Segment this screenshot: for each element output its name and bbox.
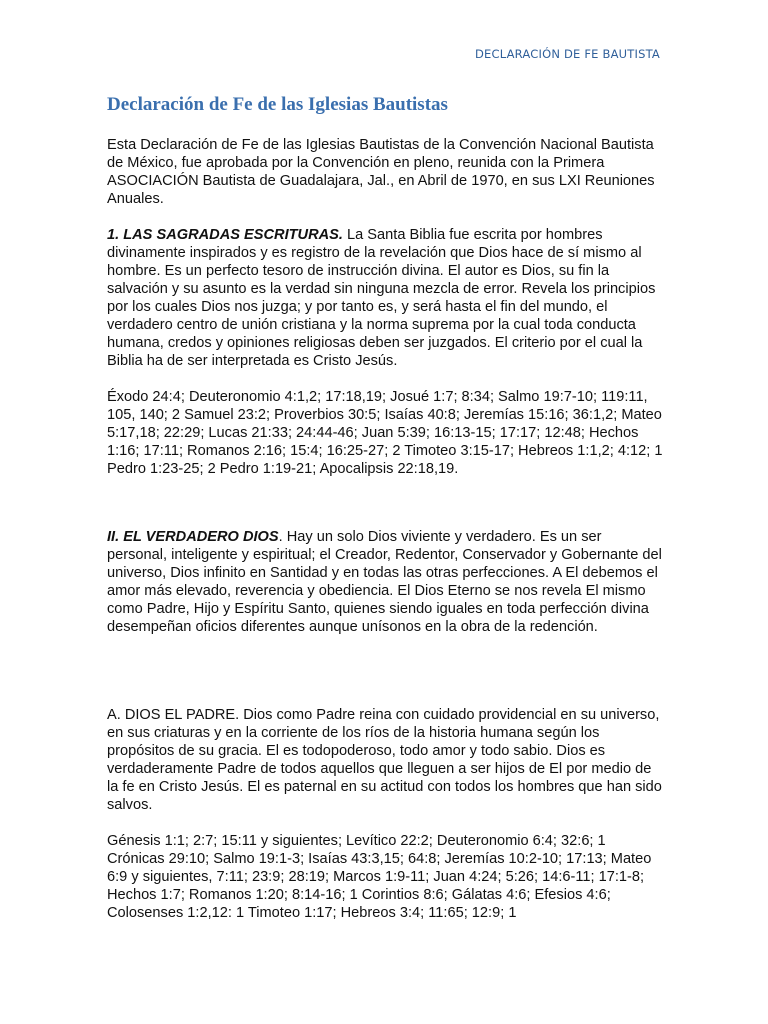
section-2-heading: II. EL VERDADERO DIOS (107, 529, 279, 545)
document-body-part3 (107, 706, 663, 940)
section-1-paragraph (107, 226, 663, 370)
document-body-part1 (107, 136, 663, 496)
intro-paragraph: Esta Declaración de Fe de las Iglesias Bautistas de la Convención Nacional Bautista de México, fue aprobada por la Convención en pleno, reunida con la Primera ASOCIACIÓN Bautista de Guadalajara, Jal., en Abril de 1970, en sus LXI Reuniones Anuales. (107, 137, 655, 207)
section-a-paragraph: A. DIOS EL PADRE. Dios como Padre reina con cuidado providencial en su universo, en sus criaturas y en la corriente de los ríos de la historia humana según los propósitos de su gracia. El es todopoderoso, todo amor y todo sabio. Dios es verdaderamente Padre de todos aquellos que lleguen a ser hijos de El por medio de la fe en Cristo Jesús. El es paternal en su actitud con todos los hombres que han sido salvos. (107, 707, 662, 813)
section-2-paragraph (107, 528, 663, 636)
section-a-references: Génesis 1:1; 2:7; 15:11 y siguientes; Levítico 22:2; Deuteronomio 6:4; 32:6; 1 Crónicas 29:10; Salmo 19:1-3; Isaías 43:3,15; 64:8; Jeremías 10:2-10; 17:13; Mateo 6:9 y siguientes, 7:11; 23:9; 28:19; Marcos 1:9-11; Juan 4:24; 5:26; 14:6-11; 17:1-8; Hechos 1:7; Romanos 1:20; 8:14-16; 1 Corintios 8:6; Gálatas 4:6; Efesios 4:6; Colosenses 1:2,12: 1 Timoteo 1:17; Hebreos 3:4; 11:65; 12:9; 1 (107, 833, 652, 921)
section-2-text: . Hay un solo Dios viviente y verdadero. Es un ser personal, inteligente y espiritual; el Creador, Redentor, Conservador y Gobernante del universo, Dios infinito en Santidad y en todas las otras perfecciones. A El debemos el amor más elevado, reverencia y obediencia. El Dios Eterno se nos revela El mismo como Padre, Hijo y Espíritu Santo, quienes siendo iguales en toda perfección divina desempeñan oficios diferentes aunque unísonos en la obra de la redención. (107, 529, 662, 635)
section-1-text: La Santa Biblia fue escrita por hombres divinamente inspirados y es registro de la revelación que Dios hace de sí mismo al hombre. Es un perfecto tesoro de instrucción divina. El autor es Dios, su fin la salvación y su asunto es la verdad sin ninguna mezcla de error. Revela los principios por los cuales Dios nos juzga; y por tanto es, y será hasta el fin del mundo, el verdadero centro de unión cristiana y la norma suprema por la cual toda conducta humana, credos y opiniones religiosas deben ser juzgados. El criterio por el cual la Biblia ha de ser interpretada es Cristo Jesús. (107, 227, 656, 369)
section-1-references: Éxodo 24:4; Deuteronomio 4:1,2; 17:18,19; Josué 1:7; 8:34; Salmo 19:7-10; 119:11, 105, 140; 2 Samuel 23:2; Proverbios 30:5; Isaías 40:8; Jeremías 15:16; 36:1,2; Mateo 5:17,18; 22:29; Lucas 21:33; 24:44-46; Juan 5:39; 16:13-15; 17:17; 12:48; Hechos 1:16; 17:11; Romanos 2:16; 15:4; 16:25-27; 2 Timoteo 3:15-17; Hebreos 1:1,2; 4:12; 1 Pedro 1:23-25; 2 Pedro 1:19-21; Apocalipsis 22:18,19. (107, 389, 663, 477)
section-1-heading: 1. LAS SAGRADAS ESCRITURAS. (107, 227, 343, 243)
document-title: Declaración de Fe de las Iglesias Bautistas (107, 94, 448, 115)
document-body-part2 (107, 528, 663, 654)
running-header: DECLARACIÓN DE FE BAUTISTA (474, 47, 660, 61)
